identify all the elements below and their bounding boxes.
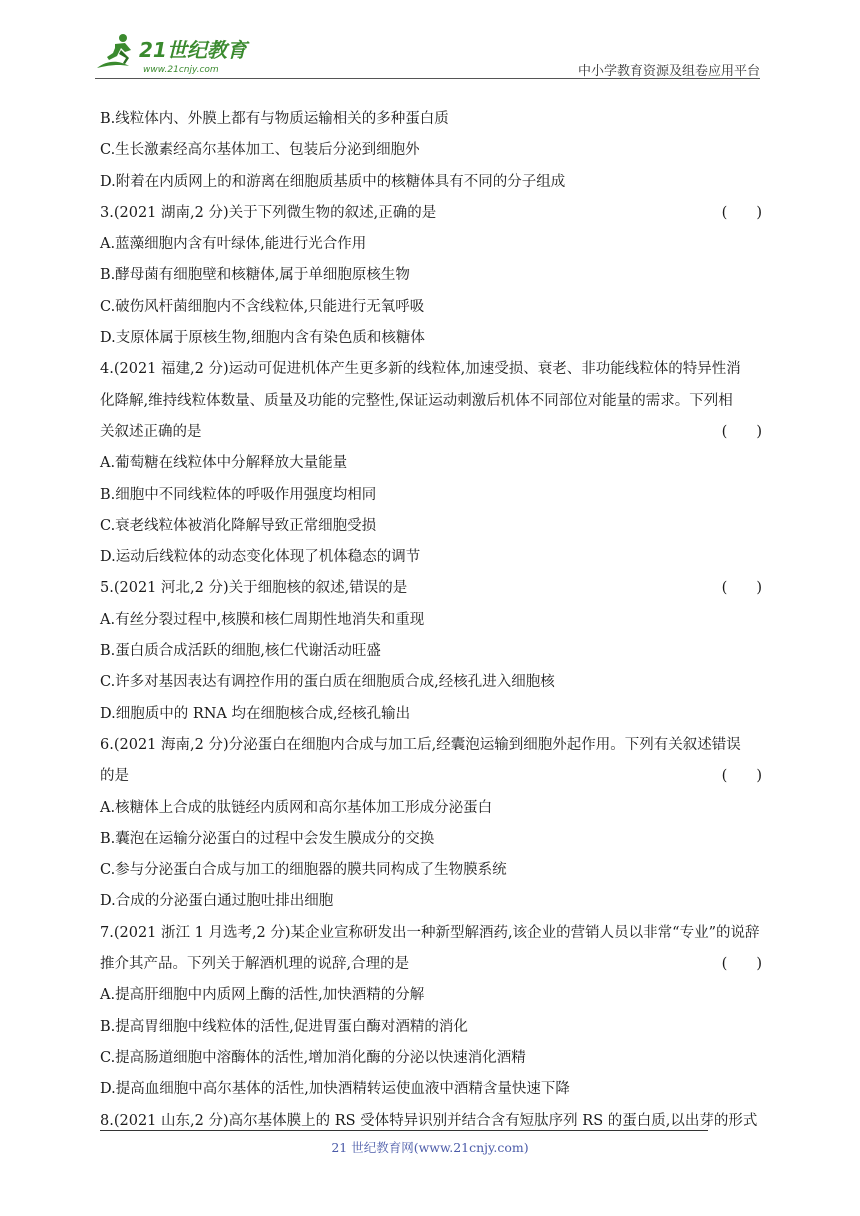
text-line [100, 542, 762, 573]
text-line [100, 417, 762, 448]
site-logo[interactable] [95, 30, 265, 76]
text-line [100, 1012, 762, 1043]
site-tagline: 中小学教育资源及组卷应用平台 [577, 64, 760, 79]
line-text: D.合成的分泌蛋白通过胞吐排出细胞 [100, 893, 334, 910]
text-line [100, 730, 762, 761]
text-line [100, 824, 762, 855]
runner-logo-icon [95, 30, 265, 76]
footer-divider [100, 1130, 708, 1131]
line-text: 4.(2021 福建,2 分)运动可促进机体产生更多新的线粒体,加速受损、衰老、非功能线粒体的特异性消 [100, 361, 741, 378]
text-line [100, 793, 762, 824]
line-text: 关叙述正确的是 [100, 423, 202, 440]
line-text: B.酵母菌有细胞壁和核糖体,属于单细胞原核生物 [100, 267, 410, 284]
line-text: C.破伤风杆菌细胞内不含线粒体,只能进行无氧呼吸 [100, 298, 425, 315]
line-text: B.细胞中不同线粒体的呼吸作用强度均相同 [100, 486, 377, 503]
line-text: 6.(2021 海南,2 分)分泌蛋白在细胞内合成与加工后,经囊泡运输到细胞外起作用。下列有关叙述错误 [100, 736, 741, 753]
text-line [100, 1043, 762, 1074]
text-line [100, 480, 762, 511]
line-text: C.衰老线粒体被消化降解导致正常细胞受损 [100, 517, 377, 534]
text-line [100, 1106, 762, 1137]
text-line [100, 260, 762, 291]
text-line [100, 980, 762, 1011]
line-text: B.蛋白质合成活跃的细胞,核仁代谢活动旺盛 [100, 643, 381, 660]
text-line [100, 761, 762, 792]
logo-text: 21世纪教育 [139, 38, 247, 62]
line-text: D.细胞质中的 RNA 均在细胞核合成,经核孔输出 [100, 705, 411, 722]
text-line [100, 386, 762, 417]
text-line [100, 918, 762, 949]
text-line [100, 167, 762, 198]
text-line [100, 949, 762, 980]
line-text: 8.(2021 山东,2 分)高尔基体膜上的 RS 受体特异识别并结合含有短肽序列 RS 的蛋白质,以出芽的形式 [100, 1112, 758, 1129]
header-divider [95, 78, 760, 79]
line-text: D.运动后线粒体的动态变化体现了机体稳态的调节 [100, 549, 421, 566]
line-text: 7.(2021 浙江 1 月选考,2 分)某企业宣称研发出一种新型解酒药,该企业的营销人员以非常“专业”的说辞 [100, 924, 760, 941]
line-text: B.提高胃细胞中线粒体的活性,促进胃蛋白酶对酒精的消化 [100, 1018, 468, 1035]
answer-bracket: ( ) [721, 768, 762, 785]
line-text: C.许多对基因表达有调控作用的蛋白质在细胞质合成,经核孔进入细胞核 [100, 674, 555, 691]
logo-url: www.21cnjy.com [143, 65, 219, 75]
text-line [100, 1074, 762, 1105]
line-text: C.提高肠道细胞中溶酶体的活性,增加消化酶的分泌以快速消化酒精 [100, 1049, 526, 1066]
answer-bracket: ( ) [721, 204, 762, 221]
line-text: C.生长激素经高尔基体加工、包装后分泌到细胞外 [100, 142, 420, 159]
question-content [100, 104, 762, 1137]
text-line [100, 636, 762, 667]
line-text: 的是 [100, 768, 129, 785]
line-text: A.核糖体上合成的肽链经内质网和高尔基体加工形成分泌蛋白 [100, 799, 493, 816]
text-line [100, 323, 762, 354]
text-line [100, 104, 762, 135]
text-line [100, 229, 762, 260]
line-text: A.有丝分裂过程中,核膜和核仁周期性地消失和重现 [100, 611, 425, 628]
line-text: C.参与分泌蛋白合成与加工的细胞器的膜共同构成了生物膜系统 [100, 862, 507, 879]
line-text: 5.(2021 河北,2 分)关于细胞核的叙述,错误的是 [100, 580, 408, 597]
line-text: A.提高肝细胞中内质网上酶的活性,加快酒精的分解 [100, 987, 425, 1004]
line-text: A.蓝藻细胞内含有叶绿体,能进行光合作用 [100, 236, 367, 253]
text-line [100, 198, 762, 229]
text-line [100, 511, 762, 542]
answer-bracket: ( ) [721, 423, 762, 440]
text-line [100, 573, 762, 604]
text-line [100, 135, 762, 166]
line-text: B.囊泡在运输分泌蛋白的过程中会发生膜成分的交换 [100, 830, 435, 847]
text-line [100, 354, 762, 385]
line-text: B.线粒体内、外膜上都有与物质运输相关的多种蛋白质 [100, 111, 449, 127]
page-header [95, 30, 760, 80]
text-line [100, 448, 762, 479]
line-text: A.葡萄糖在线粒体中分解释放大量能量 [100, 455, 348, 472]
line-text: 化降解,维持线粒体数量、质量及功能的完整性,保证运动刺激后机体不同部位对能量的需求。下列相 [100, 392, 733, 409]
answer-bracket: ( ) [721, 956, 762, 973]
line-text: D.支原体属于原核生物,细胞内含有染色质和核糖体 [100, 330, 425, 347]
line-text: D.提高血细胞中高尔基体的活性,加快酒精转运使血液中酒精含量快速下降 [100, 1081, 570, 1098]
page-footer: 21 世纪教育网(www.21cnjy.com) [331, 1140, 529, 1155]
text-line [100, 605, 762, 636]
text-line [100, 886, 762, 917]
line-text: 3.(2021 湖南,2 分)关于下列微生物的叙述,正确的是 [100, 204, 437, 221]
line-text: D.附着在内质网上的和游离在细胞质基质中的核糖体具有不同的分子组成 [100, 173, 566, 190]
text-line [100, 855, 762, 886]
text-line [100, 667, 762, 698]
answer-bracket: ( ) [721, 580, 762, 597]
text-line [100, 699, 762, 730]
text-line [100, 292, 762, 323]
line-text: 推介其产品。下列关于解酒机理的说辞,合理的是 [100, 956, 410, 973]
